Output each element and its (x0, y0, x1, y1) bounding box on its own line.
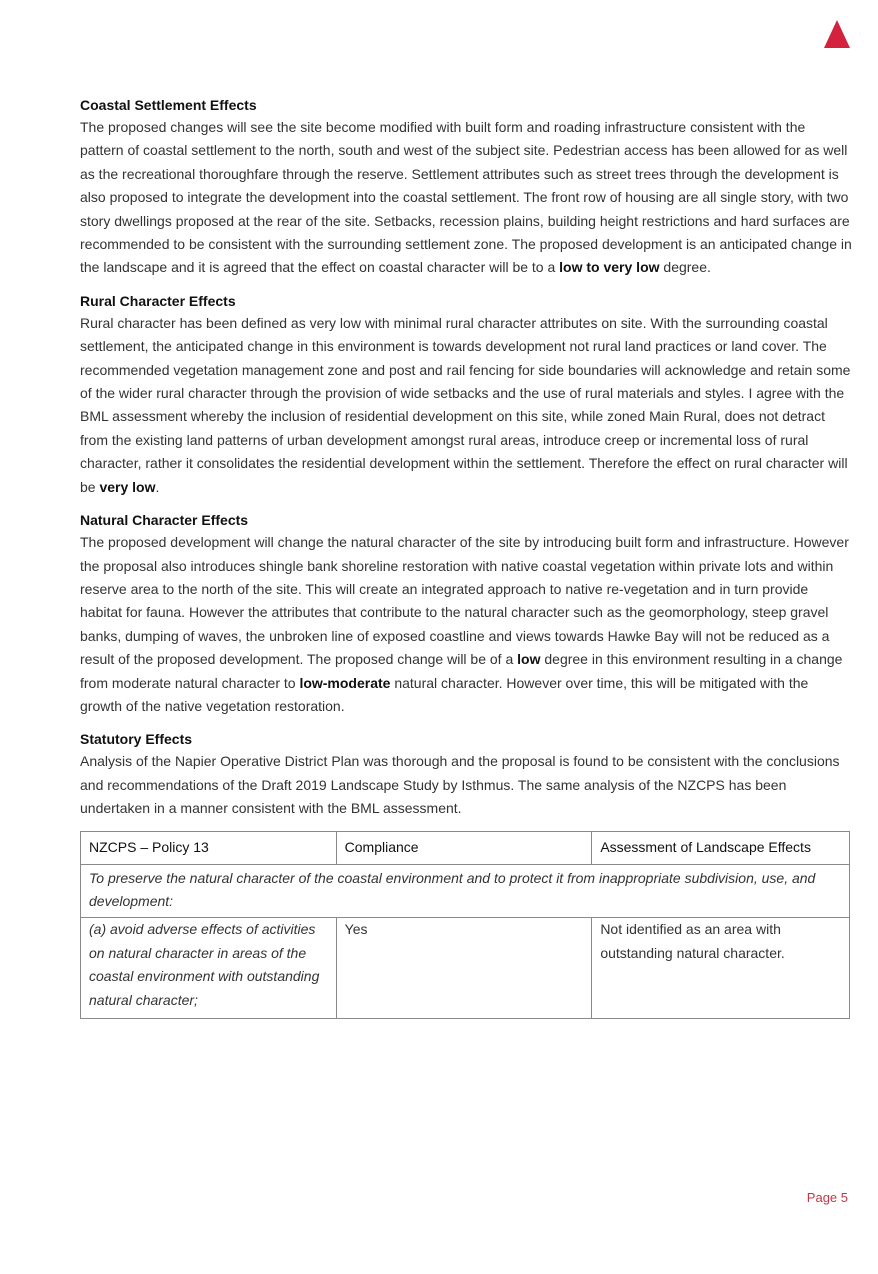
section-heading: Coastal Settlement Effects (80, 97, 257, 113)
section-heading: Statutory Effects (80, 731, 193, 748)
section-paragraph: The proposed changes will see the site become modified with built form and roading infrastructure consistent with the pattern of coastal settlement to the north, south and west of the subject site. Pedestrian access has been allowed for as well as the recreational thoroughfare through the reserve. Settlement attributes such as street trees through the development is also proposed to integrate the development into the coastal settlement. The front row of housing are all single story, with two story dwellings proposed at the rear of the site. Setbacks, recession plains, building height restrictions and hard surfaces are recommended to be consistent with the surrounding settlement zone. The proposed development is an anticipated change in the landscape and it is agreed that the effect on coastal character will be to a low to very low degree. (80, 119, 852, 276)
bold-rating: low-moderate (299, 674, 391, 691)
page-number: Page 5 (806, 1190, 848, 1205)
section-paragraph: The proposed development will change the natural character of the site by introducing built form and infrastructure. However the proposal also introduces shingle bank shoreline restoration with native coastal vegetation within private lots and within reserve area to the north of the site. This will create an integrated approach to native re-vegetation and in turn provide habitat for fauna. However the attributes that contribute to the natural character such as the geomorphology, steep gravel banks, dumping of waves, the unbroken line of exposed coastline and views towards Hawke Bay will not be reduced as a result of the proposed development. The proposed change will be of a low degree in this environment resulting in a change from moderate natural character to low-moderate natural character. However over time, this will be mitigated with the growth of the native vegetation restoration. (80, 534, 849, 714)
table-header-cell: Compliance (336, 831, 592, 864)
table-cell-compliance: Yes (336, 918, 592, 1019)
table-header-cell: Assessment of Landscape Effects (592, 831, 850, 864)
section-rural-character (80, 290, 852, 499)
table-intro-cell: To preserve the natural character of the coastal environment and to protect it from inappropriate subdivision, use, and development: (81, 864, 850, 918)
table-intro-row (81, 864, 850, 918)
section-paragraph: Analysis of the Napier Operative District Plan was thorough and the proposal is found to be consistent with the conclusions and recommendations of the Draft 2019 Landscape Study by Isthmus. The same analysis of the NZCPS has been undertaken in a manner consistent with the BML assessment. (80, 753, 840, 817)
table-cell-assessment: Not identified as an area with outstanding natural character. (592, 918, 850, 1019)
bold-rating: low to very low (559, 259, 660, 276)
document-body (80, 94, 852, 1019)
policy-table (80, 831, 850, 1020)
table-cell-policy: (a) avoid adverse effects of activities on natural character in areas of the coastal environment with outstanding natural character; (81, 918, 337, 1019)
table-header-row (81, 831, 850, 864)
section-heading: Natural Character Effects (80, 512, 249, 529)
table-header-cell: NZCPS – Policy 13 (81, 831, 337, 864)
bold-rating: very low (99, 478, 156, 495)
section-coastal-settlement (80, 94, 852, 280)
section-natural-character (80, 509, 852, 718)
section-paragraph: Rural character has been defined as very low with minimal rural character attributes on site. With the surrounding coastal settlement, the anticipated change in this environment is towards development not rural land practices or land cover. The recommended vegetation management zone and post and rail fencing for side boundaries will acknowledge and retain some of the wider rural character through the provision of wide setbacks and the use of rural materials and styles. I agree with the BML assessment whereby the inclusion of residential development on this site, while zoned Main Rural, does not detract from the existing land patterns of urban development amongst rural areas, introduce creep or incremental loss of rural character, rather it consolidates the residential development within the settlement. Therefore the effect on rural character will be very low. (80, 314, 851, 495)
section-heading: Rural Character Effects (80, 292, 236, 309)
bold-rating: low (517, 651, 541, 668)
red-triangle-icon (824, 20, 850, 48)
section-statutory (80, 728, 852, 820)
table-row (81, 918, 850, 1019)
